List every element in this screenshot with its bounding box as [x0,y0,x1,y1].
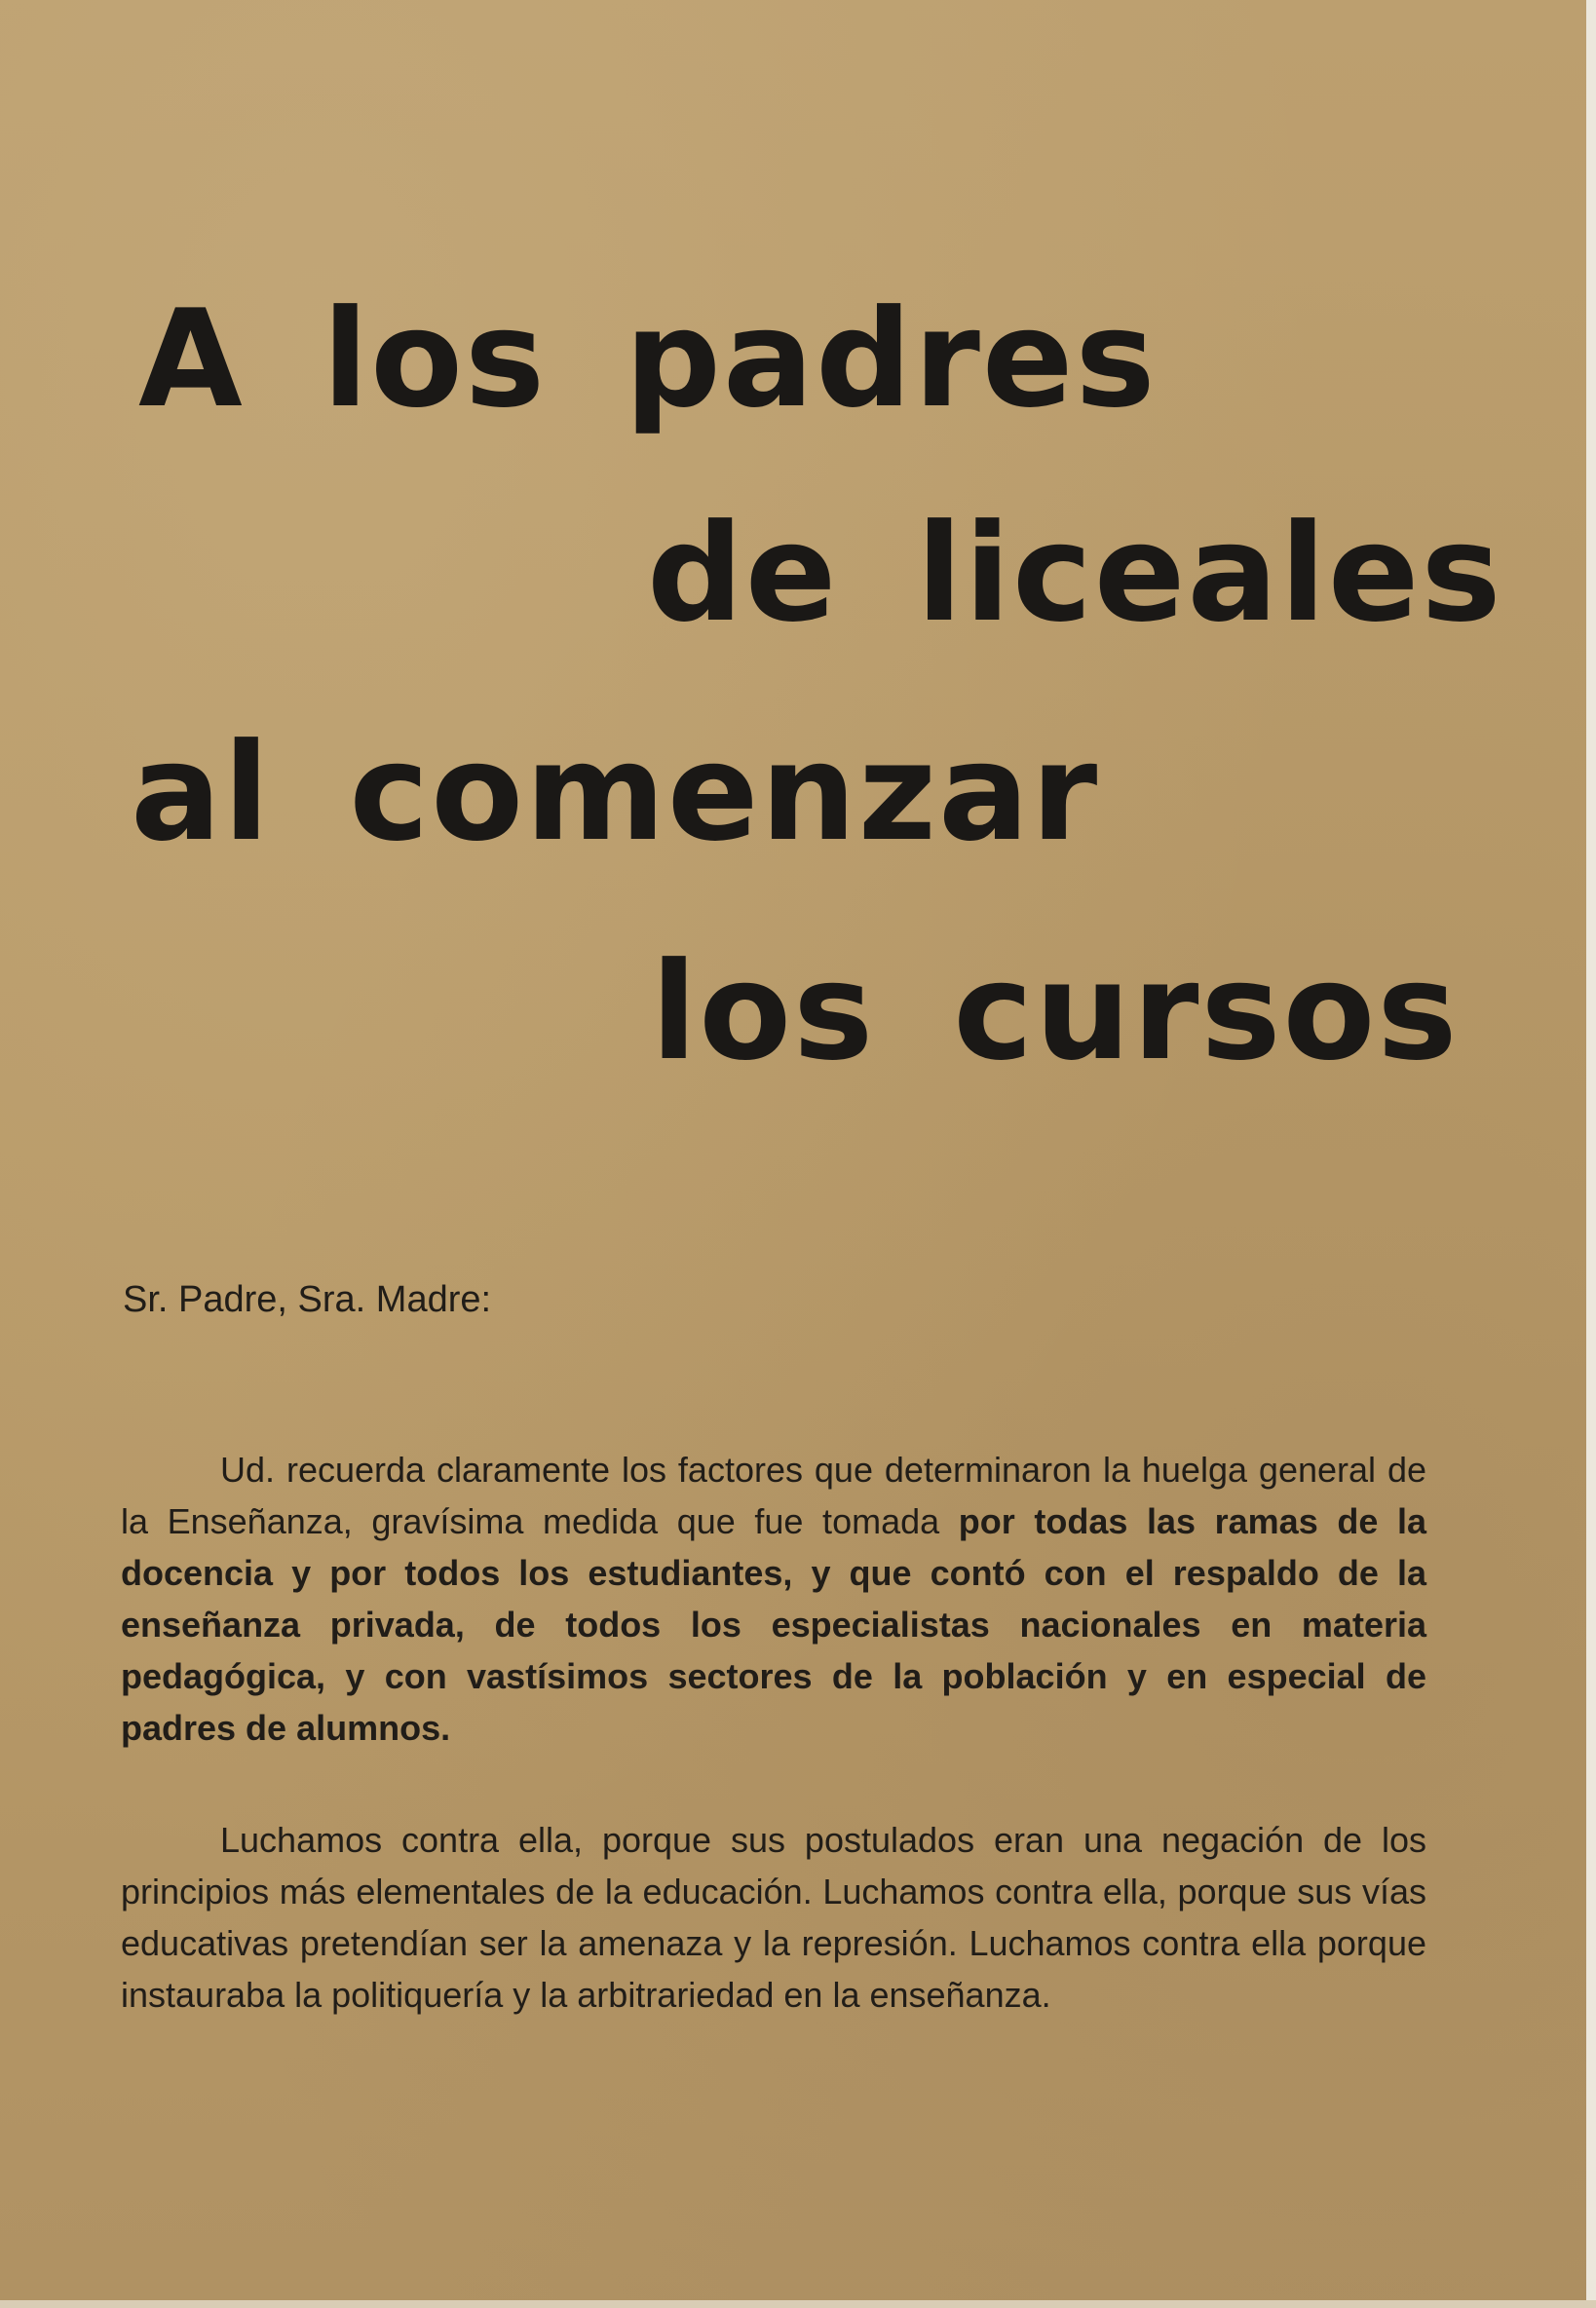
page-edge-right [1586,0,1596,2308]
page-edge-bottom [0,2300,1596,2308]
title-line-4: los cursos [651,933,1460,1090]
title-line-3: al comenzar [131,714,1100,871]
title-line-1: A los padres [138,281,1158,437]
salutation: Sr. Padre, Sra. Madre: [123,1279,492,1320]
paragraph-1 [121,1444,1426,1754]
paragraph-1-regular: Ud. recuerda claramente los factores que determinaron la huelga general de la Enseñanza, gravísima medida que fue tomada [121,1450,1426,1541]
paragraph-2: Luchamos contra ella, porque sus postulados eran una negación de los principios más elementales de la educación. Luchamos contra ella, porque sus vías educativas pretendían ser la amenaza y la represión. Luchamos contra ella porque instauraba la politiquería y la arbitrariedad en la enseñanza. [121,1820,1426,2015]
paragraph-1-bold: por todas las ramas de la docencia y por todos los estudiantes, y que contó con el respaldo de la enseñanza privada, de todos los especialistas nacionales en materia pedagógica, y con vastísimos sectores de la población y en especial de padres de alumnos. [121,1501,1426,1748]
title-line-2: de liceales [647,495,1503,652]
